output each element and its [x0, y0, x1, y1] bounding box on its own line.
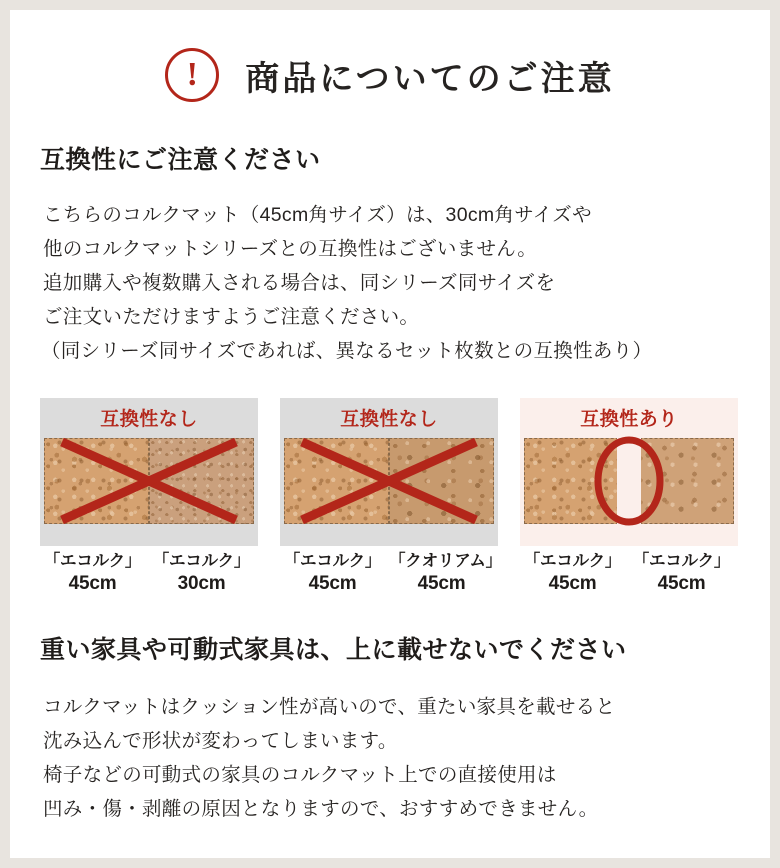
section2-heading: 重い家具や可動式家具は、上に載せないでください	[40, 636, 627, 664]
figure1-badge: 互換性なし	[100, 409, 198, 430]
figure1-left-name: 「エコルク」	[43, 552, 142, 570]
figure3-seam-highlight	[617, 438, 641, 524]
section1-line-1: こちらのコルクマット（45cm角サイズ）は、30cm角サイズや	[43, 204, 592, 226]
mat-swatch-right	[629, 438, 734, 524]
figure1-caption-right	[149, 550, 254, 596]
section1-line-3: 追加購入や複数購入される場合は、同シリーズ同サイズを	[43, 272, 556, 294]
figure2-caption-right	[389, 550, 502, 596]
exclamation-circle-icon	[165, 48, 219, 102]
figure2-left-size: 45cm	[308, 573, 357, 594]
mat-swatch-left	[44, 438, 149, 524]
section1-line-2: 他のコルクマットシリーズとの互換性はございません。	[43, 238, 538, 260]
figure2-caption-left	[280, 550, 385, 596]
mat-swatch-left	[524, 438, 629, 524]
mat-swatch-left	[284, 438, 389, 524]
figure3-right-size: 45cm	[657, 573, 706, 594]
section1-line-5: （同シリーズ同サイズであれば、異なるセット枚数との互換性あり）	[41, 340, 653, 362]
page-title: 商品についてのご注意	[245, 59, 615, 98]
figure3-caption-right	[629, 550, 734, 596]
section2-line-4: 凹み・傷・剥離の原因となりますので、おすすめできません。	[43, 798, 599, 820]
figure2-left-name: 「エコルク」	[283, 552, 382, 570]
figure3-caption-left	[520, 550, 625, 596]
figure2-band	[280, 398, 498, 546]
figure1-right-size: 30cm	[177, 573, 226, 594]
section1-heading: 互換性にご注意ください	[40, 146, 321, 174]
page-header	[10, 48, 770, 102]
figure-incompatible-size	[40, 398, 258, 596]
figure2-mats	[284, 438, 494, 524]
figure3-right-name: 「エコルク」	[632, 552, 731, 570]
figure-incompatible-series	[280, 398, 502, 596]
section2-line-1: コルクマットはクッション性が高いので、重たい家具を載せると	[43, 696, 616, 718]
section1-body	[43, 198, 652, 368]
figure3-badge: 互換性あり	[580, 409, 678, 430]
figure2-captions	[280, 550, 502, 596]
figure-compatible	[520, 398, 738, 596]
section1-line-4: ご注文いただけますようご注意ください。	[43, 306, 420, 328]
figure1-left-size: 45cm	[68, 573, 117, 594]
figure3-left-size: 45cm	[548, 573, 597, 594]
figure1-mats	[44, 438, 254, 524]
figure3-captions	[520, 550, 738, 596]
figure3-left-name: 「エコルク」	[523, 552, 622, 570]
exclamation-glyph: !	[186, 56, 198, 93]
figure2-badge: 互換性なし	[340, 409, 438, 430]
section2-body	[43, 690, 615, 826]
section2-line-2: 沈み込んで形状が変わってしまいます。	[43, 730, 398, 752]
figure1-band	[40, 398, 258, 546]
compatibility-figures	[40, 398, 740, 596]
mat-swatch-right	[389, 438, 494, 524]
figure1-caption-left	[40, 550, 145, 596]
figure1-right-name: 「エコルク」	[152, 552, 251, 570]
figure2-right-size: 45cm	[417, 573, 466, 594]
figure2-right-name: 「クオリアム」	[389, 552, 502, 570]
section2-line-3: 椅子などの可動式の家具のコルクマット上での直接使用は	[43, 764, 557, 786]
notice-sheet	[10, 10, 770, 858]
mat-swatch-right	[149, 438, 254, 524]
figure3-band	[520, 398, 738, 546]
figure1-captions	[40, 550, 258, 596]
